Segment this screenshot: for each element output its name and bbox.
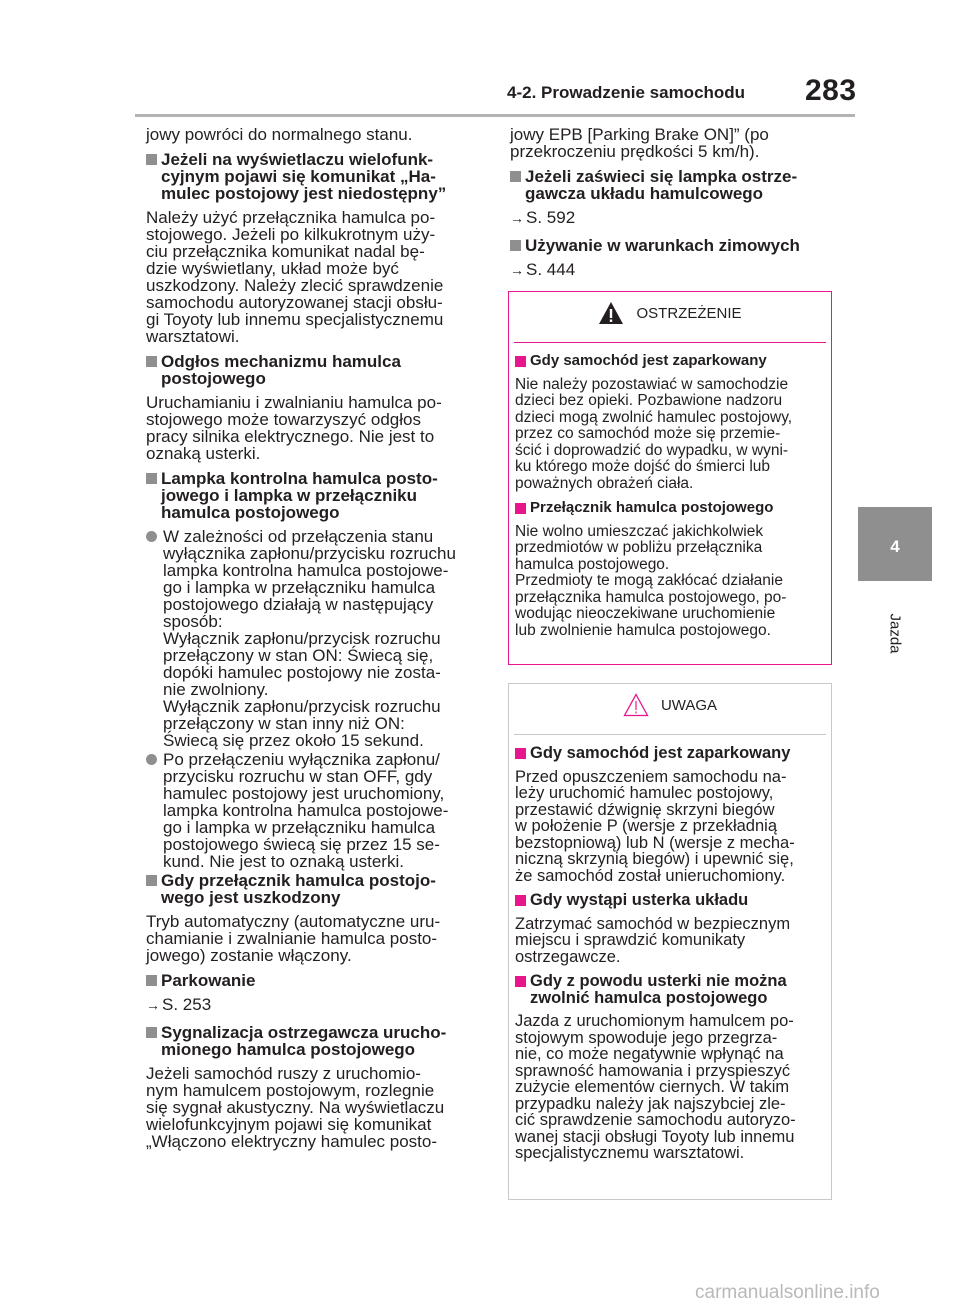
- square-bullet-icon: [146, 473, 157, 484]
- notice-title: UWAGA: [660, 696, 718, 714]
- notice-body: [509, 745, 831, 1162]
- body-paragraph: Uruchamianiu i zwalnianiu hamulca po- stojowego może towarzyszyć odgłos pracy silnika elektrycznego. Nie jest to oznaką usterki.: [146, 393, 442, 463]
- bullet-item: [146, 528, 481, 749]
- square-bullet-icon: [510, 240, 521, 251]
- heading-text: Lampka kontrolna hamulca posto- jowego i lampka w przełączniku hamulca postojowego: [161, 469, 438, 522]
- body-paragraph: Zatrzymać samochód w bezpiecznym miejscu i sprawdzić komunikaty ostrzegawcze.: [515, 914, 791, 966]
- square-bullet-icon: [146, 154, 157, 165]
- chapter-number: 4: [890, 537, 900, 556]
- square-bullet-icon: [515, 503, 526, 514]
- arrow-right-icon: →: [510, 210, 524, 226]
- page-reference-link[interactable]: [146, 996, 481, 1014]
- section-heading: [146, 1024, 481, 1058]
- reference-text: S. 444: [526, 260, 576, 279]
- body-paragraph: Przed opuszczeniem samochodu na- leży uruchomić hamulec postojowy, przestawić dźwignię skrzyni biegów w położenie P (wersje z przekładnią bezstopniową) lub N (wersje z mecha- niczną skrzynią biegów) i upewnić się, że samochód został unieruchomiony.: [515, 767, 795, 885]
- warning-box: [508, 291, 832, 665]
- notice-box: [508, 683, 832, 1200]
- bullet-item: [146, 751, 481, 870]
- page-reference-link[interactable]: [510, 209, 835, 227]
- body-paragraph: jowy powróci do normalnego stanu.: [146, 125, 413, 144]
- square-bullet-icon: [510, 171, 521, 182]
- body-paragraph: jowy EPB [Parking Brake ON]” (po przekroczeniu prędkości 5 km/h).: [510, 125, 769, 161]
- heading-text: Jeżeli na wyświetlaczu wielofunk- cyjnym pojawi się komunikat „Ha- mulec postojowy jest niedostępny”: [161, 150, 447, 203]
- watermark: carmanualsonline.info: [695, 1282, 880, 1303]
- section-title: 4-2. Prowadzenie samochodu: [507, 83, 746, 102]
- page-number: 283: [805, 74, 857, 107]
- section-heading: [146, 972, 481, 989]
- heading-text: Przełącznik hamulca postojowego: [530, 499, 774, 516]
- heading-text: Parkowanie: [161, 971, 256, 990]
- heading-text: Odgłos mechanizmu hamulca postojowego: [161, 352, 401, 388]
- heading-text: Gdy z powodu usterki nie można zwolnić hamulca postojowego: [530, 972, 787, 1007]
- warning-header: [509, 292, 831, 334]
- square-bullet-icon: [515, 976, 526, 987]
- right-column: [510, 126, 835, 289]
- section-heading: [146, 470, 481, 521]
- warning-divider: [514, 342, 826, 343]
- body-paragraph: Nie należy pozostawiać w samochodzie dzieci bez opieki. Pozbawione nadzoru dzieci mogą zwolnić hamulec postojowy, przez co samochód może się przemie- ścić i doprowadzić do wypadku, w wyni- ku którego może dojść do śmierci lub poważnych obrażeń ciała.: [515, 375, 793, 492]
- arrow-right-icon: →: [510, 262, 524, 278]
- chapter-label-wrap: [858, 613, 932, 654]
- left-column: [146, 126, 481, 1158]
- square-bullet-icon: [515, 748, 526, 759]
- section-heading: [510, 237, 835, 254]
- section-heading: [146, 151, 481, 202]
- caution-triangle-icon: [623, 693, 649, 717]
- heading-text: Sygnalizacja ostrzegawcza urucho- mionego hamulca postojowego: [161, 1023, 447, 1059]
- notice-divider: [514, 734, 826, 735]
- heading-text: Gdy samochód jest zaparkowany: [530, 744, 791, 762]
- section-heading: [515, 973, 826, 1006]
- body-paragraph: Tryb automatyczny (automatyczne uru- chamianie i zwalnianie hamulca posto- jowego) zostanie włączony.: [146, 912, 441, 965]
- reference-text: S. 253: [162, 995, 212, 1014]
- header-rule: [135, 114, 855, 117]
- body-paragraph: Jazda z uruchomionym hamulcem po- stojowym spowoduje jego przegrza- nie, co może negatywnie wpłynąć na sprawność hamowania i przyspieszyć zużycie elementów ciernych. W takim przypadku należy jak najszybciej zle- cić sprawdzenie samochodu autoryzo- wanej stacji obsługi Toyoty lub innemu specjalistycznemu warsztatowi.: [515, 1012, 796, 1162]
- notice-header: [509, 684, 831, 726]
- warning-title: OSTRZEŻENIE: [636, 304, 742, 322]
- body-paragraph: Nie wolno umieszczać jakichkolwiek przedmiotów w pobliżu przełącznika hamulca postojowego. Przedmioty te mogą zakłócać działanie przełącznika hamulca postojowego, po- wodując nieoczekiwane uruchomienie lub zwolnienie hamulca postojowego.: [515, 522, 787, 639]
- heading-text: Gdy przełącznik hamulca postojo- wego jest uszkodzony: [161, 871, 436, 907]
- square-bullet-icon: [146, 356, 157, 367]
- heading-text: Gdy wystąpi usterka układu: [530, 891, 749, 909]
- round-bullet-icon: [146, 754, 157, 765]
- bullet-text: Po przełączeniu wyłącznika zapłonu/ przycisku rozruchu w stan OFF, gdy hamulec postojowy jest uruchomiony, lampka kontrolna hamulca postojowe- go i lampka w przełączniku hamulca postojowego świecą się przez 15 se- kund. Nie jest to oznaką usterki.: [163, 750, 449, 871]
- square-bullet-icon: [515, 356, 526, 367]
- square-bullet-icon: [515, 895, 526, 906]
- chapter-label: Jazda: [886, 613, 904, 654]
- section-heading: [515, 500, 826, 517]
- body-paragraph: Jeżeli samochód ruszy z uruchomio- nym hamulcem postojowym, rozlegnie się sygnał akustyczny. Na wyświetlaczu wielofunkcyjnym pojawi się komunikat „Włączono elektryczny hamulec posto-: [146, 1064, 445, 1151]
- section-heading: [515, 353, 826, 370]
- heading-text: Używanie w warunkach zimowych: [525, 236, 800, 255]
- section-heading: [146, 353, 481, 387]
- heading-text: Jeżeli zaświeci się lampka ostrze- gawcza układu hamulcowego: [525, 167, 798, 203]
- square-bullet-icon: [146, 1027, 157, 1038]
- page-reference-link[interactable]: [510, 261, 835, 279]
- square-bullet-icon: [146, 975, 157, 986]
- section-heading: [146, 872, 481, 906]
- square-bullet-icon: [146, 875, 157, 886]
- reference-text: S. 592: [526, 208, 576, 227]
- section-heading: [510, 168, 835, 202]
- warning-body: [509, 353, 831, 639]
- round-bullet-icon: [146, 531, 157, 542]
- warning-triangle-icon: [598, 301, 624, 325]
- section-heading: [515, 892, 826, 909]
- bullet-text: W zależności od przełączenia stanu wyłącznika zapłonu/przycisku rozruchu lampka kontrolna hamulca postojowe- go i lampka w przełączniku hamulca postojowego działają w następujący sposób: Wyłącznik zapłonu/przycisk rozruchu przełączony w stan ON: Świecą się, dopóki hamulec postojowy nie zosta- nie zwolniony. Wyłącznik zapłonu/przycisk rozruchu przełączony w stan inny niż ON: Świecą się przez około 15 sekund.: [163, 527, 456, 750]
- chapter-tab: [858, 507, 932, 581]
- arrow-right-icon: →: [146, 997, 160, 1013]
- section-heading: [515, 745, 826, 762]
- heading-text: Gdy samochód jest zaparkowany: [530, 352, 767, 369]
- body-paragraph: Należy użyć przełącznika hamulca po- stojowego. Jeżeli po kilkukrotnym uży- ciu przełącznika komunikat nadal bę- dzie wyświetlany, układ może być uszkodzony. Należy zlecić sprawdzenie samochodu autoryzowanej stacji obsłu- gi Toyoty lub innemu specjalistycznemu warsztatowi.: [146, 208, 444, 346]
